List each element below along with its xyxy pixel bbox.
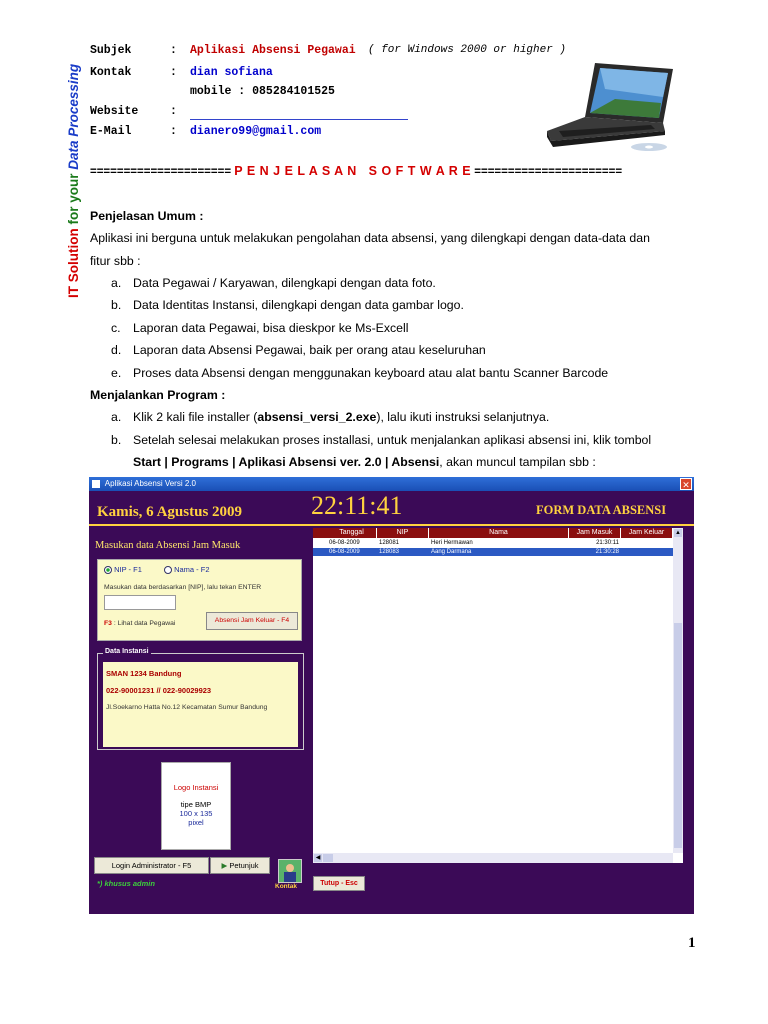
absensi-keluar-button[interactable]: Absensi Jam Keluar - F4 <box>206 612 298 630</box>
petunjuk-button[interactable]: ▶ Petunjuk <box>210 857 270 874</box>
current-date: Kamis, 6 Agustus 2009 <box>97 504 243 520</box>
scroll-up-icon[interactable]: ▲ <box>675 530 681 536</box>
subjek-value: Aplikasi Absensi Pegawai <box>190 44 356 57</box>
website-row: Website : <box>90 105 177 118</box>
radio-nama[interactable]: Nama - F2 <box>164 565 210 574</box>
website-label: Website <box>90 105 139 118</box>
subjek-note: ( for Windows 2000 or higher ) <box>368 44 567 56</box>
subjek-label: Subjek <box>90 44 132 57</box>
email-row: E-Mail : dianero99@gmail.com <box>90 125 322 138</box>
kontak-avatar-icon[interactable] <box>278 859 302 883</box>
svg-text:IT Solution for your Data Proc <box>66 63 81 298</box>
instansi-address: Jl.Soekarno Hatta No.12 Kecamatan Sumur Bandung <box>106 704 268 711</box>
tagline-part3: Data Processing <box>66 63 81 170</box>
email-value[interactable]: dianero99@gmail.com <box>190 125 322 138</box>
input-instruction: Masukan data berdasarkan [NIP], lalu tekan ENTER <box>104 584 262 591</box>
radio-selected-icon <box>104 566 112 574</box>
kontak-label: Kontak <box>275 883 298 890</box>
instansi-name: SMAN 1234 Bandung <box>106 669 182 678</box>
website-underline <box>190 119 408 120</box>
side-tagline <box>62 40 84 302</box>
khusus-admin-note: *) khusus admin <box>97 879 155 888</box>
logo-unit: pixel <box>188 818 204 827</box>
tagline-part1: IT Solution <box>66 228 81 298</box>
form-title: FORM DATA ABSENSI <box>536 503 667 517</box>
kontak-label: Kontak <box>90 66 132 79</box>
login-admin-button[interactable]: Login Administrator - F5 <box>94 857 209 874</box>
app-window-title: Aplikasi Absensi Versi 2.0 <box>104 479 196 488</box>
section2-title: Menjalankan Program : <box>90 388 226 402</box>
section1-para-line2: fitur sbb : <box>90 254 141 268</box>
col-header-tanggal[interactable]: Tanggal <box>327 528 377 538</box>
current-clock: 22:11:41 <box>311 491 403 520</box>
logo-type: tipe BMP <box>180 800 212 809</box>
masukan-heading: Masukan data Absensi Jam Masuk <box>95 540 241 551</box>
instansi-phone: 022-90001231 // 022-90029923 <box>106 686 212 695</box>
logo-instansi-box <box>161 762 231 850</box>
col-header-jam-keluar[interactable]: Jam Keluar <box>621 528 673 538</box>
horizontal-scrollbar[interactable] <box>313 853 673 863</box>
separator-title: P E N J E L A S A N S O F T W A R E <box>234 164 472 178</box>
kontak-value: dian sofiana <box>190 66 273 79</box>
scroll-left-icon[interactable]: ◀ <box>315 855 321 861</box>
logo-size: 100 x 135 <box>179 809 213 818</box>
col-header-nip[interactable]: NIP <box>377 528 429 538</box>
page-number: 1 <box>688 935 696 951</box>
header-divider <box>89 524 694 526</box>
app-window <box>89 477 694 914</box>
radio-nip[interactable]: NIP - F1 <box>104 565 142 574</box>
arrow-right-icon: ▶ <box>221 861 228 870</box>
col-header-nama[interactable]: Nama <box>429 528 569 538</box>
col-header-jam-masuk[interactable]: Jam Masuk <box>569 528 621 538</box>
data-instansi-label: Data Instansi <box>105 648 149 655</box>
tutup-button[interactable]: Tutup - Esc <box>313 876 365 891</box>
tagline-part2: for your <box>66 173 81 225</box>
menu-path: Start | Programs | Aplikasi Absensi ver. 2.0 | Absensi <box>133 455 440 469</box>
section1-para-line1: Aplikasi ini berguna untuk melakukan pengolahan data absensi, yang dilengkapi dengan data-data dan <box>90 231 650 245</box>
input-panel <box>97 559 302 641</box>
scroll-thumb[interactable] <box>674 623 682 848</box>
email-label: E-Mail <box>90 125 132 138</box>
app-icon <box>92 480 100 488</box>
f3-hint: F3 : Lihat data Pegawai <box>104 620 176 627</box>
mobile-number: mobile : 085284101525 <box>190 85 335 98</box>
section1-title: Penjelasan Umum : <box>90 209 204 223</box>
logo-title: Logo Instansi <box>173 783 219 792</box>
data-instansi-panel <box>97 648 304 750</box>
close-icon[interactable]: ✕ <box>680 478 692 490</box>
laptop-image <box>545 55 685 155</box>
radio-unselected-icon <box>164 566 172 574</box>
app-titlebar <box>89 477 694 491</box>
absensi-grid <box>313 528 683 863</box>
installer-filename: absensi_versi_2.exe <box>257 410 377 424</box>
table-row[interactable]: 06-08-2009 128083 Aang Darmana 21:30:28 <box>313 548 673 556</box>
subjek-row: Subjek : Aplikasi Absensi Pegawai ( for Windows 2000 or higher ) <box>90 44 567 57</box>
section-separator: ===================== P E N J E L A S A N S O F T W A R E ====================== <box>90 164 623 178</box>
kontak-row: Kontak : dian sofiana <box>90 66 273 79</box>
menu-path-line: Start | Programs | Aplikasi Absensi ver. 2.0 | Absensi, akan muncul tampilan sbb : <box>133 455 596 469</box>
nip-input[interactable] <box>104 595 176 610</box>
table-row[interactable]: 06-08-2009 128081 Heri Hermawan 21:30:11 <box>313 539 673 547</box>
vertical-scrollbar[interactable] <box>673 528 683 853</box>
scroll-h-thumb[interactable] <box>323 854 333 862</box>
